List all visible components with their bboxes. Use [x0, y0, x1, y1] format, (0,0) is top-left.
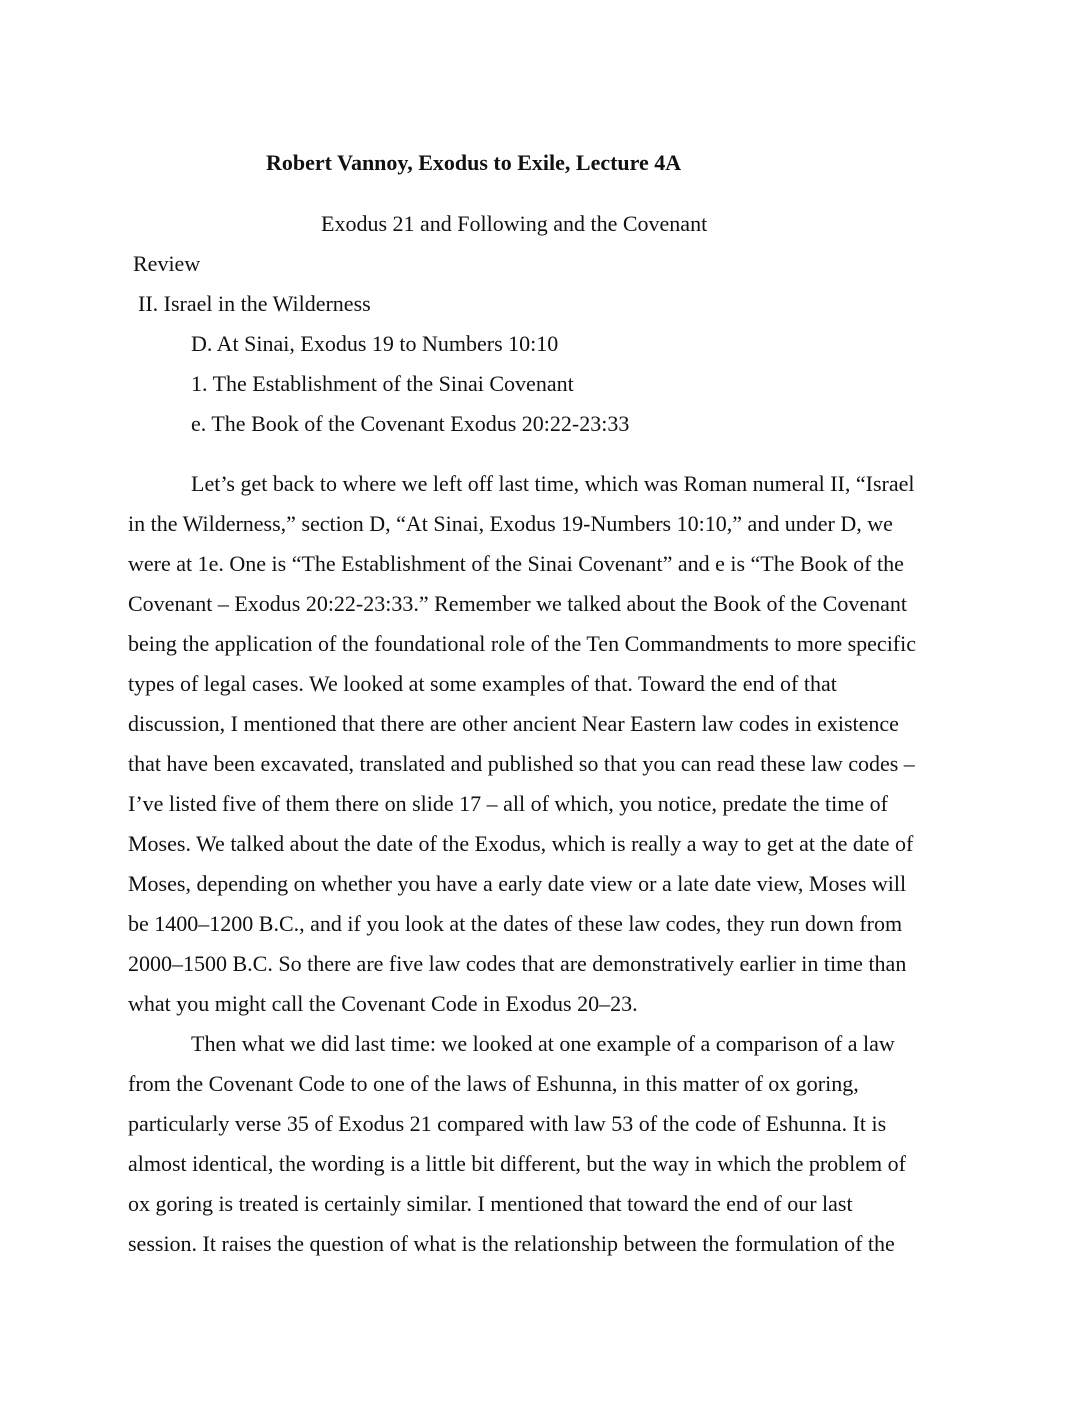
paragraph-line: 2000–1500 B.C. So there are five law codes that are demonstratively earlier in time than: [128, 951, 907, 976]
paragraph-line: particularly verse 35 of Exodus 21 compared with law 53 of the code of Eshunna. It is: [128, 1111, 887, 1136]
paragraph-line: almost identical, the wording is a little bit different, but the way in which the problem of: [128, 1151, 906, 1176]
paragraph-line: types of legal cases. We looked at some examples of that. Toward the end of that: [128, 671, 837, 696]
paragraph-line: Then what we did last time: we looked at one example of a comparison of a law: [191, 1031, 895, 1056]
paragraph-line: session. It raises the question of what is the relationship between the formulation of the: [128, 1231, 895, 1256]
paragraph-line: I’ve listed five of them there on slide 17 – all of which, you notice, predate the time of: [128, 791, 888, 816]
outline-section-d: D. At Sinai, Exodus 19 to Numbers 10:10: [191, 331, 559, 356]
paragraph-line: Moses, depending on whether you have a early date view or a late date view, Moses will: [128, 871, 907, 896]
paragraph-line: being the application of the foundational role of the Ten Commandments to more specific: [128, 631, 917, 656]
paragraph-line: be 1400–1200 B.C., and if you look at the dates of these law codes, they run down from: [128, 911, 903, 936]
paragraph-line: that have been excavated, translated and published so that you can read these law codes –: [128, 751, 915, 776]
lecture-title: Robert Vannoy, Exodus to Exile, Lecture 4A: [266, 150, 682, 175]
outline-item-e: e. The Book of the Covenant Exodus 20:22-23:33: [191, 411, 630, 436]
outline-roman-numeral: II. Israel in the Wilderness: [138, 291, 371, 316]
paragraph-line: what you might call the Covenant Code in Exodus 20–23.: [128, 991, 638, 1016]
outline-item-1: 1. The Establishment of the Sinai Covenant: [191, 371, 574, 396]
paragraph-line: Let’s get back to where we left off last time, which was Roman numeral II, “Israel: [191, 471, 915, 496]
outline-review: Review: [133, 251, 201, 276]
paragraph-line: discussion, I mentioned that there are other ancient Near Eastern law codes in existence: [128, 711, 899, 736]
paragraph-line: Moses. We talked about the date of the Exodus, which is really a way to get at the date of: [128, 831, 914, 856]
paragraph-line: ox goring is treated is certainly similar. I mentioned that toward the end of our last: [128, 1191, 853, 1216]
paragraph-line: were at 1e. One is “The Establishment of the Sinai Covenant” and e is “The Book of the: [128, 551, 904, 576]
paragraph-line: Covenant – Exodus 20:22-23:33.” Remember we talked about the Book of the Covenant: [128, 591, 908, 616]
paragraph-line: from the Covenant Code to one of the laws of Eshunna, in this matter of ox goring,: [128, 1071, 859, 1096]
paragraph-line: in the Wilderness,” section D, “At Sinai, Exodus 19-Numbers 10:10,” and under D, we: [128, 511, 893, 536]
lecture-subtitle: Exodus 21 and Following and the Covenant: [321, 211, 708, 236]
